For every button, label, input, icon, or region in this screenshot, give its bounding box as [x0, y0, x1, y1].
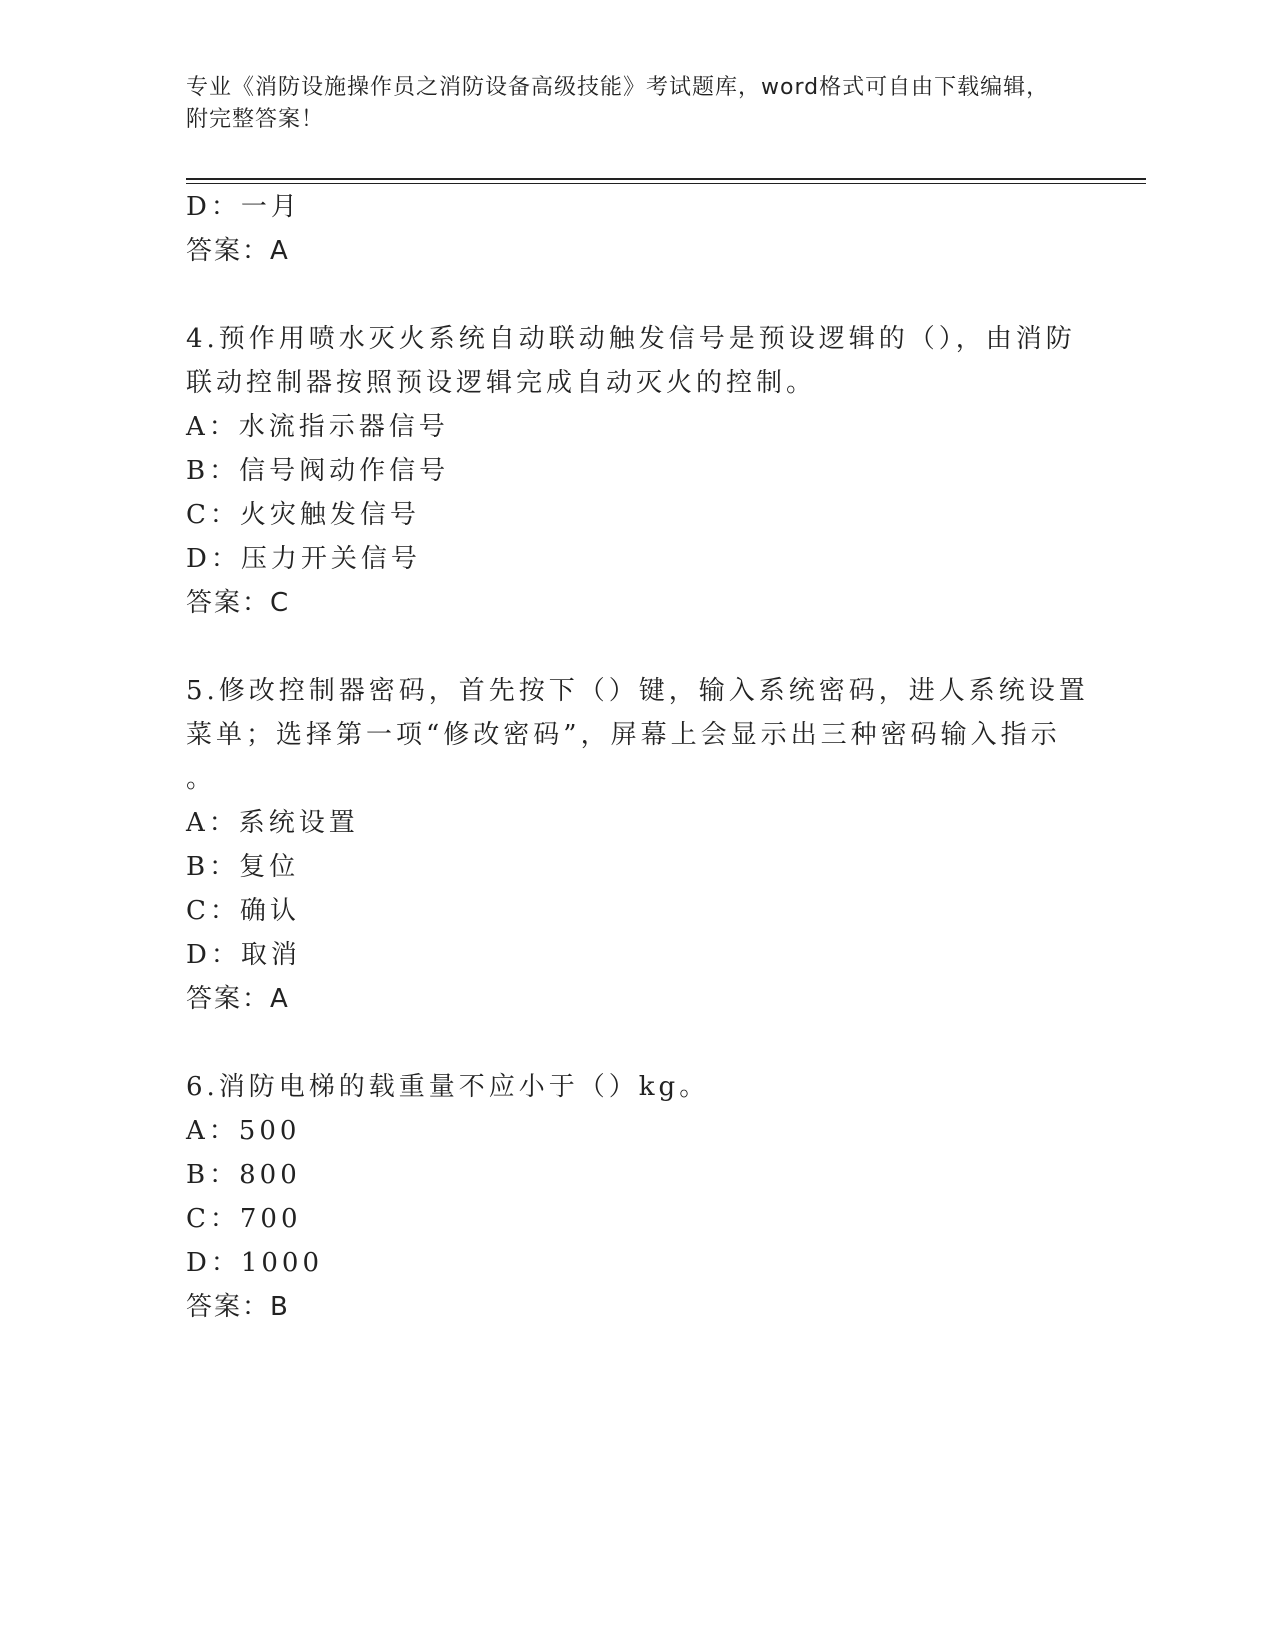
q5-answer: 答案：A: [186, 984, 290, 1014]
q4-option-b: B：信号阀动作信号: [186, 456, 450, 486]
q6-option-b: B：800: [186, 1160, 301, 1190]
q5-option-c: C：确认: [186, 896, 300, 926]
q5-option-a: A：系统设置: [186, 808, 359, 838]
q4-option-a: A：水流指示器信号: [186, 412, 449, 442]
q6-option-a: A：500: [186, 1116, 301, 1146]
q4-stem-line1: 4.预作用喷水灭火系统自动联动触发信号是预设逻辑的（），由消防: [186, 324, 1076, 354]
q5-option-d: D：取消: [186, 940, 301, 970]
header-divider: [186, 178, 1146, 180]
q4-answer: 答案：C: [186, 588, 291, 618]
q5-stem-line2: 菜单；选择第一项“修改密码”，屏幕上会显示出三种密码输入指示: [186, 720, 1061, 750]
header-divider-thin: [186, 183, 1146, 184]
q5-stem-line3: 。: [186, 764, 217, 794]
q6-option-d: D：1000: [186, 1248, 324, 1278]
q4-option-d: D：压力开关信号: [186, 544, 421, 574]
q3-answer: 答案：A: [186, 236, 290, 266]
q4-option-c: C：火灾触发信号: [186, 500, 420, 530]
q6-option-c: C：700: [186, 1204, 302, 1234]
q5-stem-line1: 5.修改控制器密码，首先按下（）键，输入系统密码，进人系统设置: [186, 676, 1089, 706]
document-header: 专业《消防设施操作员之消防设备高级技能》考试题库，word格式可自由下载编辑，附完整答案！: [186, 75, 1050, 132]
q4-stem-line2: 联动控制器按照预设逻辑完成自动灭火的控制。: [186, 368, 817, 398]
q3-option-d: D：一月: [186, 192, 301, 222]
q5-option-b: B：复位: [186, 852, 300, 882]
q6-stem-line1: 6.消防电梯的载重量不应小于（）kg。: [186, 1072, 710, 1102]
q6-answer: 答案：B: [186, 1292, 290, 1322]
